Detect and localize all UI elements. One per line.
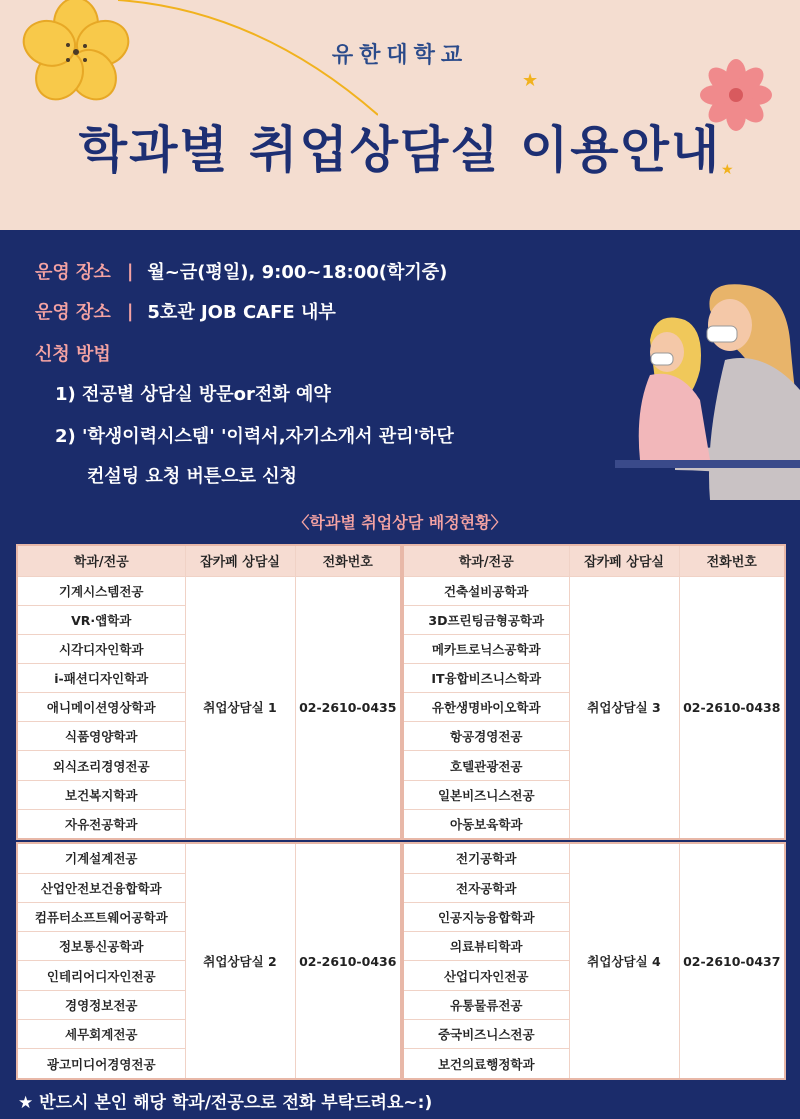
major-cell: 외식조리경영전공 [17,751,185,780]
header-banner [0,0,800,230]
room-cell: 취업상담실 1 [185,576,295,839]
phone-cell: 02-2610-0437 [679,843,785,1079]
major-cell: 산업디자인전공 [403,961,569,990]
major-cell: 일본비즈니스전공 [403,780,569,809]
dept-table-room-1 [16,544,402,840]
major-cell: 시각디자인학과 [17,635,185,664]
footer-note: ★ 반드시 본인 해당 학과/전공으로 전화 부탁드려요~:) [18,1093,433,1113]
major-cell: 중국비즈니스전공 [403,1020,569,1049]
major-cell: 애니메이션영상학과 [17,693,185,722]
separator: | [126,260,134,282]
hours-row [35,258,447,284]
major-cell: 식품영양학과 [17,722,185,751]
major-cell: 정보통신공학과 [17,932,185,961]
star-icon: ★ [721,162,734,178]
apply-step-2-cont: 컨설팅 요청 버튼으로 신청 [87,466,298,487]
hours-value: 월~금(평일), 9:00~18:00(학기중) [147,262,448,283]
place-label: 운영 장소 [35,302,111,323]
major-cell: 보건복지학과 [17,780,185,809]
apply-step-1: 1) 전공별 상담실 방문or전화 예약 [55,384,331,405]
major-cell: 세무회계전공 [17,1020,185,1049]
place-value: 5호관 JOB CAFE 내부 [147,302,336,323]
major-cell: 인테리어디자인전공 [17,961,185,990]
dept-table-room-2 [16,842,402,1080]
major-cell: IT융합비즈니스학과 [403,664,569,693]
room-cell: 취업상담실 2 [185,843,295,1079]
major-cell: 호텔관광전공 [403,751,569,780]
major-cell: 건축설비공학과 [403,576,569,605]
dept-table-room-4 [402,842,786,1080]
table-row [403,576,785,605]
major-cell: 메카트로닉스공학과 [403,635,569,664]
major-cell: 컴퓨터소프트웨어공학과 [17,902,185,931]
major-cell: 산업안전보건융합학과 [17,873,185,902]
major-cell: 아동보육학과 [403,809,569,839]
apply-label: 신청 방법 [35,344,111,365]
table-row [403,843,785,873]
major-cell: 자유전공학과 [17,809,185,839]
column-header-major: 학과/전공 [17,545,185,576]
apply-row [35,340,111,366]
major-cell: 전기공학과 [403,843,569,873]
phone-cell: 02-2610-0435 [295,576,401,839]
room-cell: 취업상담실 4 [569,843,679,1079]
column-header-major: 학과/전공 [403,545,569,576]
column-header-phone: 전화번호 [679,545,785,576]
column-header-room: 잡카페 상담실 [185,545,295,576]
apply-step-2: 2) '학생이력시스템' '이력서,자기소개서 관리'하단 [55,426,454,447]
major-cell: 기계설계전공 [17,843,185,873]
school-name: 유한대학교 [331,43,469,68]
dept-table-room-3 [402,544,786,840]
major-cell: 인공지능융합학과 [403,902,569,931]
major-cell: 보건의료행정학과 [403,1049,569,1079]
place-row [35,298,336,324]
column-header-phone: 전화번호 [295,545,401,576]
major-cell: 기계시스템전공 [17,576,185,605]
page-title: 학과별 취업상담실 이용안내 [78,121,722,179]
major-cell: 경영정보전공 [17,990,185,1019]
major-cell: 의료뷰티학과 [403,932,569,961]
phone-cell: 02-2610-0438 [679,576,785,839]
table-row [17,843,401,873]
major-cell: 전자공학과 [403,873,569,902]
major-cell: 광고미디어경영전공 [17,1049,185,1079]
students-illustration [615,280,800,500]
major-cell: i-패션디자인학과 [17,664,185,693]
star-icon: ★ [522,70,539,91]
table-header-row [403,545,785,576]
table-title: 〈학과별 취업상담 배정현황〉 [293,513,507,532]
major-cell: 3D프린팅금형공학과 [403,605,569,634]
room-cell: 취업상담실 3 [569,576,679,839]
major-cell: VR·앱학과 [17,605,185,634]
hours-label: 운영 장소 [35,262,111,283]
major-cell: 항공경영전공 [403,722,569,751]
separator: | [126,300,134,322]
phone-cell: 02-2610-0436 [295,843,401,1079]
table-row [17,576,401,605]
table-header-row [17,545,401,576]
column-header-room: 잡카페 상담실 [569,545,679,576]
major-cell: 유한생명바이오학과 [403,693,569,722]
major-cell: 유통물류전공 [403,990,569,1019]
